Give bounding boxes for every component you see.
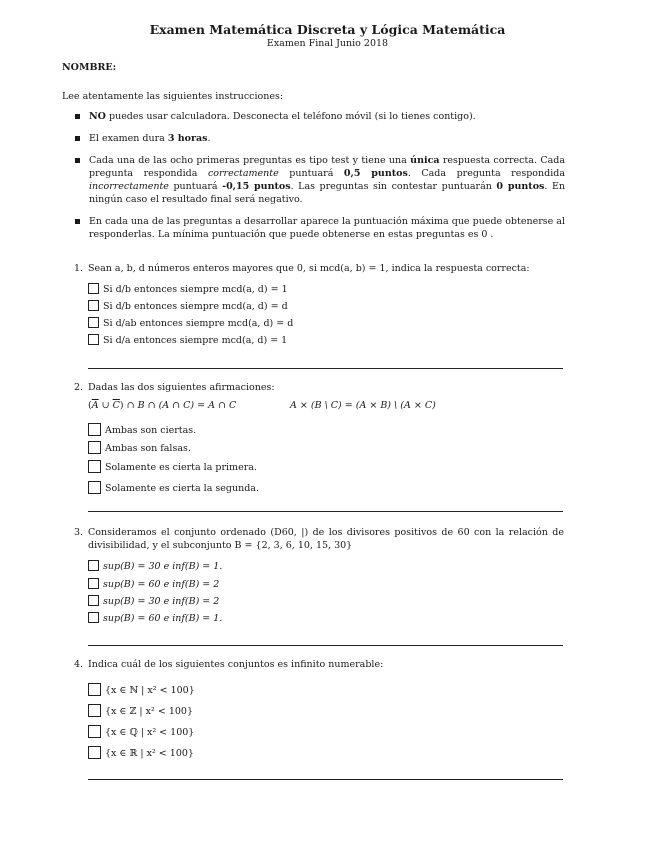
instruction-item: NO puedes usar calculadora. Desconecta el teléfono móvil (si lo tienes contigo). bbox=[75, 110, 565, 123]
question-stem: Dadas las dos siguientes afirmaciones: bbox=[88, 382, 275, 393]
question-number: 4. bbox=[74, 659, 84, 670]
instruction-item: Cada una de las ocho primeras preguntas es tipo test y tiene una única respuesta correcta. Cada pregunta respondida correctamente puntuará 0,5 puntos. Cada pregunta respondida incorrectamente puntuará -0,15 puntos. Las preguntas sin contestar puntuarán 0 puntos. En ningún caso el resultado final será negativo. bbox=[75, 154, 565, 206]
bullet-icon bbox=[75, 219, 80, 224]
question-number: 2. bbox=[74, 382, 84, 393]
divider bbox=[88, 779, 563, 780]
checkbox-icon[interactable] bbox=[88, 746, 101, 759]
checkbox-icon[interactable] bbox=[88, 460, 101, 473]
bullet-icon bbox=[75, 114, 80, 119]
answer-option[interactable]: Ambas son ciertas. bbox=[88, 423, 196, 436]
bullet-icon bbox=[75, 136, 80, 141]
exam-subtitle: Examen Final Junio 2018 bbox=[266, 38, 389, 49]
answer-option[interactable]: {x ∈ ℚ | x² < 100} bbox=[88, 725, 194, 738]
question-stem: Consideramos el conjunto ordenado (D60, |) de los divisores positivos de 60 con la relación de divisibilidad, y el subconjunto B = {2, 3, 6, 10, 15, 30} bbox=[88, 527, 564, 551]
question-3 bbox=[74, 526, 564, 552]
answer-option[interactable]: Si d/b entonces siempre mcd(a, d) = d bbox=[88, 300, 288, 312]
answer-option[interactable]: Si d/ab entonces siempre mcd(a, d) = d bbox=[88, 317, 293, 329]
answer-option[interactable]: Ambas son falsas. bbox=[88, 441, 191, 454]
question-4 bbox=[74, 658, 564, 671]
checkbox-icon[interactable] bbox=[88, 317, 99, 328]
answer-option[interactable]: sup(B) = 60 e inf(B) = 2 bbox=[88, 578, 219, 590]
divider bbox=[88, 368, 563, 369]
answer-option[interactable]: {x ∈ ℤ | x² < 100} bbox=[88, 704, 193, 717]
instruction-item: El examen dura 3 horas. bbox=[75, 132, 565, 145]
answer-option[interactable]: {x ∈ ℝ | x² < 100} bbox=[88, 746, 194, 759]
checkbox-icon[interactable] bbox=[88, 595, 99, 606]
question-2 bbox=[74, 381, 564, 394]
statement-1: ($\overline{A}$ ∪ $\overline{C}$) ∩ B ∩ (A ∩ C) = A ∩ C bbox=[88, 400, 237, 411]
question-stem: Indica cuál de los siguientes conjuntos es infinito numerable: bbox=[88, 659, 384, 670]
answer-option[interactable]: {x ∈ ℕ | x² < 100} bbox=[88, 683, 195, 696]
answer-option[interactable]: sup(B) = 60 e inf(B) = 1. bbox=[88, 612, 222, 624]
checkbox-icon[interactable] bbox=[88, 683, 101, 696]
answer-option[interactable]: Solamente es cierta la primera. bbox=[88, 460, 257, 473]
checkbox-icon[interactable] bbox=[88, 300, 99, 311]
checkbox-icon[interactable] bbox=[88, 441, 101, 454]
name-label: NOMBRE: bbox=[62, 62, 117, 73]
answer-option[interactable]: sup(B) = 30 e inf(B) = 1. bbox=[88, 560, 222, 572]
statement-2: A × (B \ C) = (A × B) \ (A × C) bbox=[290, 400, 436, 411]
checkbox-icon[interactable] bbox=[88, 334, 99, 345]
divider bbox=[88, 645, 563, 646]
checkbox-icon[interactable] bbox=[88, 283, 99, 294]
checkbox-icon[interactable] bbox=[88, 578, 99, 589]
question-number: 3. bbox=[74, 527, 84, 538]
question-stem: Sean a, b, d números enteros mayores que 0, si mcd(a, b) = 1, indica la respuesta correcta: bbox=[88, 263, 530, 274]
answer-option[interactable]: Si d/a entonces siempre mcd(a, d) = 1 bbox=[88, 334, 287, 346]
question-1 bbox=[74, 262, 564, 275]
checkbox-icon[interactable] bbox=[88, 560, 99, 571]
instructions-intro: Lee atentamente las siguientes instrucciones: bbox=[62, 91, 284, 102]
answer-option[interactable]: Si d/b entonces siempre mcd(a, d) = 1 bbox=[88, 283, 288, 295]
question-number: 1. bbox=[74, 263, 84, 274]
instructions-list bbox=[75, 110, 565, 250]
checkbox-icon[interactable] bbox=[88, 704, 101, 717]
divider bbox=[88, 511, 563, 512]
checkbox-icon[interactable] bbox=[88, 612, 99, 623]
checkbox-icon[interactable] bbox=[88, 481, 101, 494]
instruction-item: En cada una de las preguntas a desarrollar aparece la puntuación máxima que puede obtenerse al responderlas. La mínima puntuación que puede obtenerse en estas preguntas es 0 . bbox=[75, 215, 565, 241]
answer-option[interactable]: sup(B) = 30 e inf(B) = 2 bbox=[88, 595, 219, 607]
bullet-icon bbox=[75, 158, 80, 163]
exam-title: Examen Matemática Discreta y Lógica Matemática bbox=[149, 22, 506, 37]
answer-option[interactable]: Solamente es cierta la segunda. bbox=[88, 481, 259, 494]
checkbox-icon[interactable] bbox=[88, 725, 101, 738]
checkbox-icon[interactable] bbox=[88, 423, 101, 436]
